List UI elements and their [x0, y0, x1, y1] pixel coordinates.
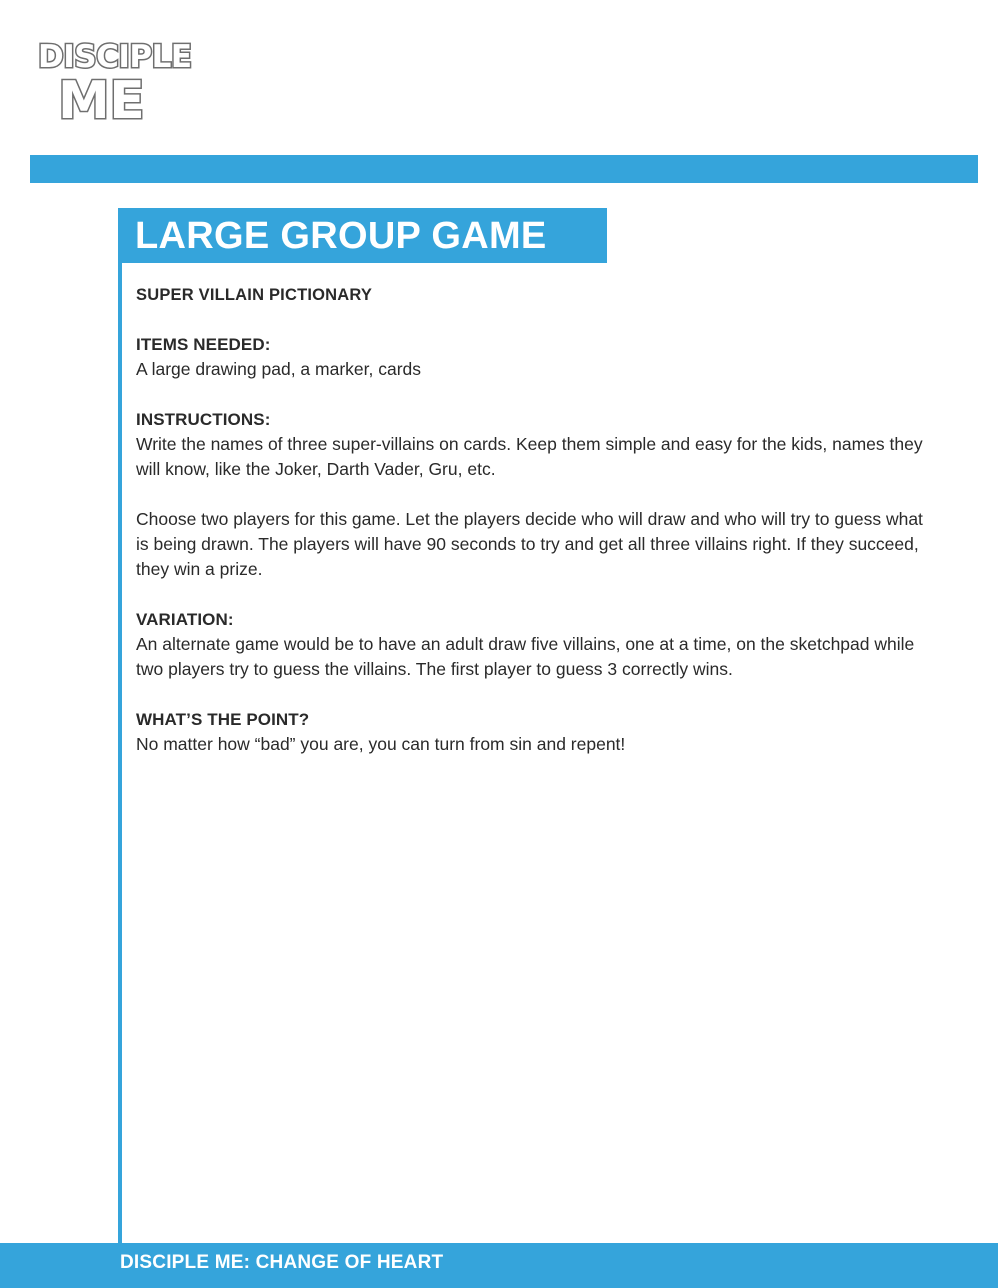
page-title-banner	[118, 208, 607, 263]
logo-line-disciple: DISCIPLE	[38, 39, 192, 75]
footer-title: DISCIPLE ME: CHANGE OF HEART	[120, 1252, 444, 1273]
activity-subtitle: SUPER VILLAIN PICTIONARY	[136, 286, 373, 304]
section-heading: WHAT’S THE POINT?	[136, 710, 310, 729]
main-content	[136, 283, 926, 757]
section-variation	[136, 607, 926, 682]
section-paragraph: Choose two players for this game. Let the players decide who will draw and who will try to guess what is being drawn. The players will have 90 seconds to try and get all three villains right. If they succeed, they win a prize.	[136, 509, 923, 579]
page-title: LARGE GROUP GAME	[135, 214, 547, 257]
section-whats-the-point	[136, 707, 926, 757]
page-footer	[0, 1243, 998, 1288]
section-paragraph: An alternate game would be to have an adult draw five villains, one at a time, on the sketchpad while two players try to guess the villains. The first player to guess 3 correctly wins.	[136, 634, 915, 679]
section-instructions	[136, 407, 926, 582]
section-paragraph: No matter how “bad” you are, you can turn from sin and repent!	[136, 734, 626, 754]
left-vertical-rule	[118, 208, 122, 1243]
section-heading: ITEMS NEEDED:	[136, 335, 271, 354]
top-accent-bar	[30, 155, 978, 183]
section-paragraph: Write the names of three super-villains on cards. Keep them simple and easy for the kids, names they will know, like the Joker, Darth Vader, Gru, etc.	[136, 434, 923, 479]
disciple-me-logo	[38, 39, 208, 138]
section-items-needed	[136, 332, 926, 382]
section-heading: VARIATION:	[136, 610, 234, 629]
logo-line-me: ME	[58, 71, 145, 131]
section-heading: INSTRUCTIONS:	[136, 410, 271, 429]
section-paragraph: A large drawing pad, a marker, cards	[136, 359, 422, 379]
